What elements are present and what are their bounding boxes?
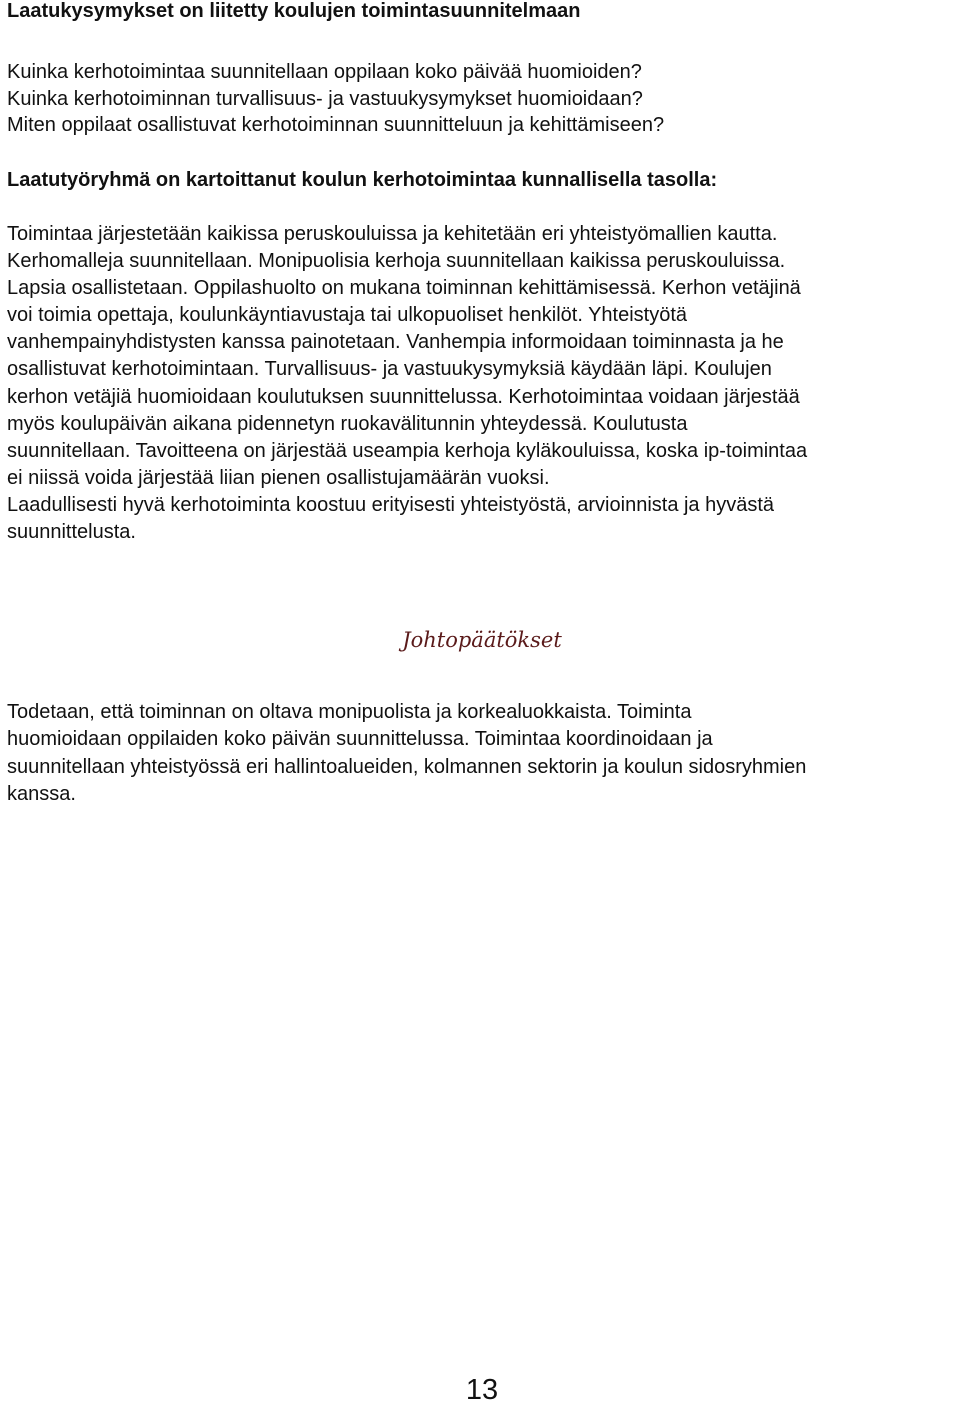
question-item: Kuinka kerhotoimintaa suunnitellaan oppilaan koko päivää huomioiden?: [7, 61, 642, 83]
body-line: Kerhomalleja suunnitellaan. Monipuolisia kerhoja suunnitellaan kaikissa peruskouluissa.: [7, 250, 786, 273]
page-number: 13: [465, 1374, 499, 1406]
body-line: kerhon vetäjiä huomioidaan koulutuksen suunnittelussa. Kerhotoimintaa voidaan järjestää: [7, 385, 800, 408]
body-line: ei niissä voida järjestää liian pienen osallistujamäärän vuoksi.: [7, 466, 550, 489]
body-line: Toimintaa järjestetään kaikissa peruskouluissa ja kehitetään eri yhteistyömallien kautta.: [7, 223, 778, 245]
question-item: Miten oppilaat osallistuvat kerhotoiminnan suunnitteluun ja kehittämiseen?: [7, 114, 665, 136]
body-line: vanhempainyhdistysten kanssa painotetaan. Vanhempia informoidaan toiminnasta ja he: [7, 331, 784, 354]
conclusion-line: kanssa.: [7, 782, 76, 805]
section-heading: Laatukysymykset on liitetty koulujen toimintasuunnitelmaan: [7, 0, 581, 22]
quality-questions-list: [7, 59, 664, 139]
body-line: suunnitellaan. Tavoitteena on järjestää useampia kerhoja kyläkouluissa, koska ip-toimintaa: [7, 439, 808, 462]
survey-subheading: Laatutyöryhmä on kartoittanut koulun kerhotoimintaa kunnallisella tasolla:: [7, 169, 718, 191]
body-line: suunnittelusta.: [7, 521, 136, 544]
body-line: osallistuvat kerhotoimintaan. Turvallisuus- ja vastuukysymyksiä käydään läpi. Koulujen: [7, 358, 772, 381]
body-line: myös koulupäivän aikana pidennetyn ruokavälitunnin yhteydessä. Koulutusta: [7, 412, 688, 435]
body-line: voi toimia opettaja, koulunkäyntiavustaja tai ulkopuoliset henkilöt. Yhteistyötä: [7, 304, 688, 327]
question-item: Kuinka kerhotoiminnan turvallisuus- ja vastuukysymykset huomioidaan?: [7, 87, 643, 110]
body-line: Lapsia osallistetaan. Oppilashuolto on mukana toiminnan kehittämisessä. Kerhon vetäjinä: [7, 277, 801, 300]
body-line: Laadullisesti hyvä kerhotoiminta koostuu erityisesti yhteistyöstä, arvioinnista ja hyvästä: [7, 493, 775, 516]
conclusion-line: suunnitellaan yhteistyössä eri hallintoalueiden, kolmannen sektorin ja koulun sidosryhmien: [7, 755, 807, 778]
survey-body-paragraph: [7, 221, 959, 546]
conclusion-line: huomioidaan oppilaiden koko päivän suunnittelussa. Toimintaa koordinoidaan ja: [7, 728, 713, 751]
conclusions-title: Johtopäätökset: [402, 628, 562, 652]
conclusion-line: Todetaan, että toiminnan on oltava monipuolista ja korkealuokkaista. Toiminta: [7, 701, 692, 723]
conclusions-paragraph: [7, 699, 959, 808]
